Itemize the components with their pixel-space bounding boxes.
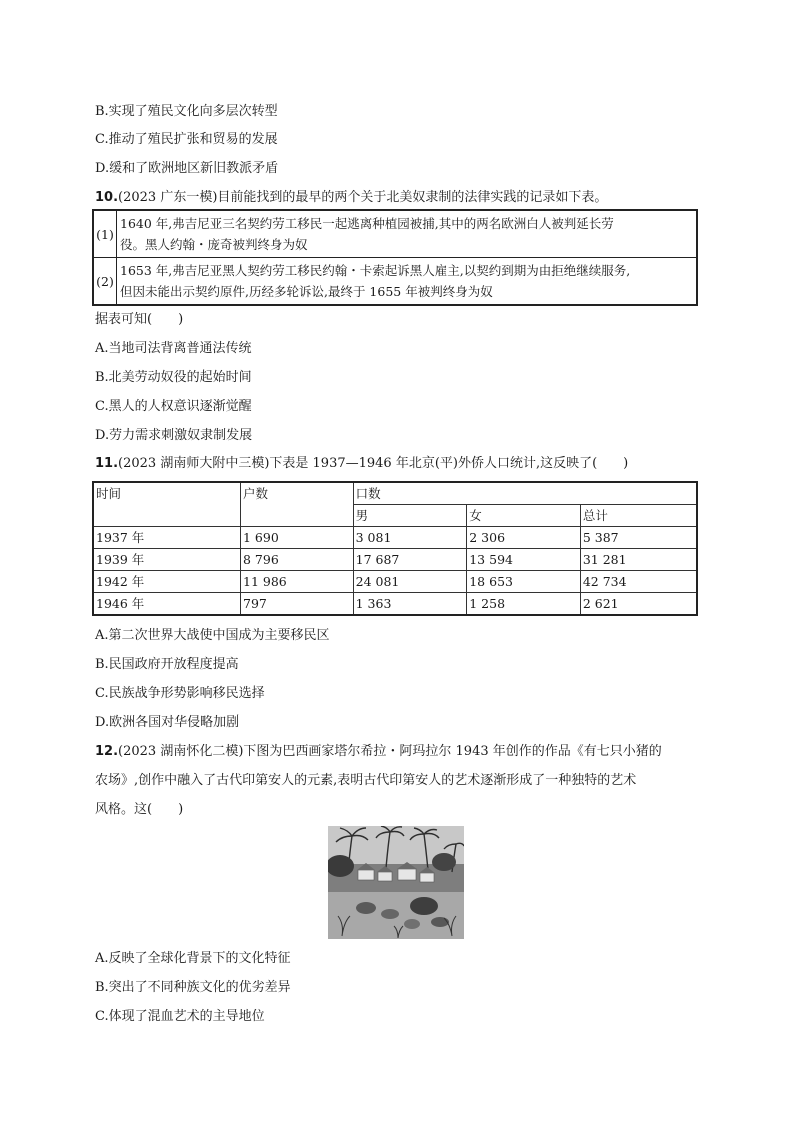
q12-number: 12. (95, 744, 119, 759)
cell-female: 2 306 (467, 527, 581, 549)
q10-prompt: 据表可知( ) (95, 312, 184, 327)
cell-total: 31 281 (580, 549, 697, 571)
q10-stem (95, 189, 607, 207)
cell-female: 13 594 (467, 549, 581, 571)
q12-stem-text: (2023 湖南怀化二模)下图为巴西画家塔尔希拉・阿玛拉尔 1943 年创作的作品《有七只小猪的 (118, 744, 662, 759)
q10-number: 10. (95, 190, 119, 205)
q11-table (92, 481, 698, 616)
q12-option-b: B.突出了不同种族文化的优劣差异 (95, 980, 291, 995)
cell-households: 8 796 (241, 549, 354, 571)
cell-households: 1 690 (241, 527, 354, 549)
q9-option-d: D.缓和了欧洲地区新旧教派矛盾 (95, 161, 279, 176)
cell-male: 3 081 (353, 527, 467, 549)
q11-option-d: D.欧洲各国对华侵略加剧 (95, 715, 240, 730)
header-population: 口数 (353, 482, 697, 505)
table-row (93, 571, 697, 593)
q11-number: 11. (95, 456, 119, 471)
q10-row-text (117, 258, 698, 306)
q11-stem (95, 455, 628, 473)
cell-female: 18 653 (467, 571, 581, 593)
q9-option-c: C.推动了殖民扩张和贸易的发展 (95, 132, 278, 147)
header-female: 女 (467, 505, 581, 527)
q11-option-b: B.民国政府开放程度提高 (95, 657, 239, 672)
q11-option-a: A.第二次世界大战使中国成为主要移民区 (95, 628, 330, 643)
cell-households: 797 (241, 593, 354, 616)
header-households: 户数 (241, 482, 354, 527)
cell-male: 1 363 (353, 593, 467, 616)
table-row (93, 549, 697, 571)
cell-total: 5 387 (580, 527, 697, 549)
header-time: 时间 (93, 482, 241, 527)
q12-option-a: A.反映了全球化背景下的文化特征 (95, 951, 291, 966)
q10-stem-text: (2023 广东一模)目前能找到的最早的两个关于北美奴隶制的法律实践的记录如下表。 (118, 190, 608, 205)
q10-row-index: (2) (93, 258, 117, 306)
table-row (93, 593, 697, 616)
q12-stem-line: 农场》,创作中融入了古代印第安人的元素,表明古代印第安人的艺术逐渐形成了一种独特的艺术 (95, 773, 637, 788)
cell-male: 17 687 (353, 549, 467, 571)
cell-male: 24 081 (353, 571, 467, 593)
cell-total: 42 734 (580, 571, 697, 593)
q10-row-line: 但因未能出示契约原件,历经多轮诉讼,最终于 1655 年被判终身为奴 (120, 284, 493, 299)
q10-option-d: D.劳力需求刺激奴隶制发展 (95, 428, 253, 443)
table-header-row (93, 482, 697, 505)
painting-image (328, 826, 464, 939)
cell-year: 1937 年 (93, 527, 241, 549)
cell-total: 2 621 (580, 593, 697, 616)
q12-option-c: C.体现了混血艺术的主导地位 (95, 1009, 265, 1024)
q10-row-line: 役。黑人约翰・庞奇被判终身为奴 (120, 237, 308, 252)
cell-year: 1946 年 (93, 593, 241, 616)
cell-households: 11 986 (241, 571, 354, 593)
q11-option-c: C.民族战争形势影响移民选择 (95, 686, 265, 701)
header-total: 总计 (580, 505, 697, 527)
q11-stem-text: (2023 湖南师大附中三模)下表是 1937—1946 年北京(平)外侨人口统计,这反映了( ) (118, 456, 629, 471)
q10-option-b: B.北美劳动奴役的起始时间 (95, 370, 252, 385)
q10-row-line: 1640 年,弗吉尼亚三名契约劳工移民一起逃离种植园被捕,其中的两名欧洲白人被判延长劳 (120, 216, 614, 231)
q10-row-text (117, 210, 698, 258)
q12-stem-line: 风格。这( ) (95, 802, 184, 817)
q10-row-index: (1) (93, 210, 117, 258)
cell-year: 1942 年 (93, 571, 241, 593)
table-row (93, 258, 697, 306)
q10-option-a: A.当地司法背离普通法传统 (95, 341, 252, 356)
table-row (93, 210, 697, 258)
q10-option-c: C.黑人的人权意识逐渐觉醒 (95, 399, 252, 414)
cell-year: 1939 年 (93, 549, 241, 571)
q10-row-line: 1653 年,弗吉尼亚黑人契约劳工移民约翰・卡索起诉黑人雇主,以契约到期为由拒绝继续服务, (120, 263, 631, 278)
header-male: 男 (353, 505, 467, 527)
table-row (93, 527, 697, 549)
q9-option-b: B.实现了殖民文化向多层次转型 (95, 104, 278, 119)
q12-stem-line (95, 743, 662, 761)
cell-female: 1 258 (467, 593, 581, 616)
q10-table (92, 209, 698, 306)
